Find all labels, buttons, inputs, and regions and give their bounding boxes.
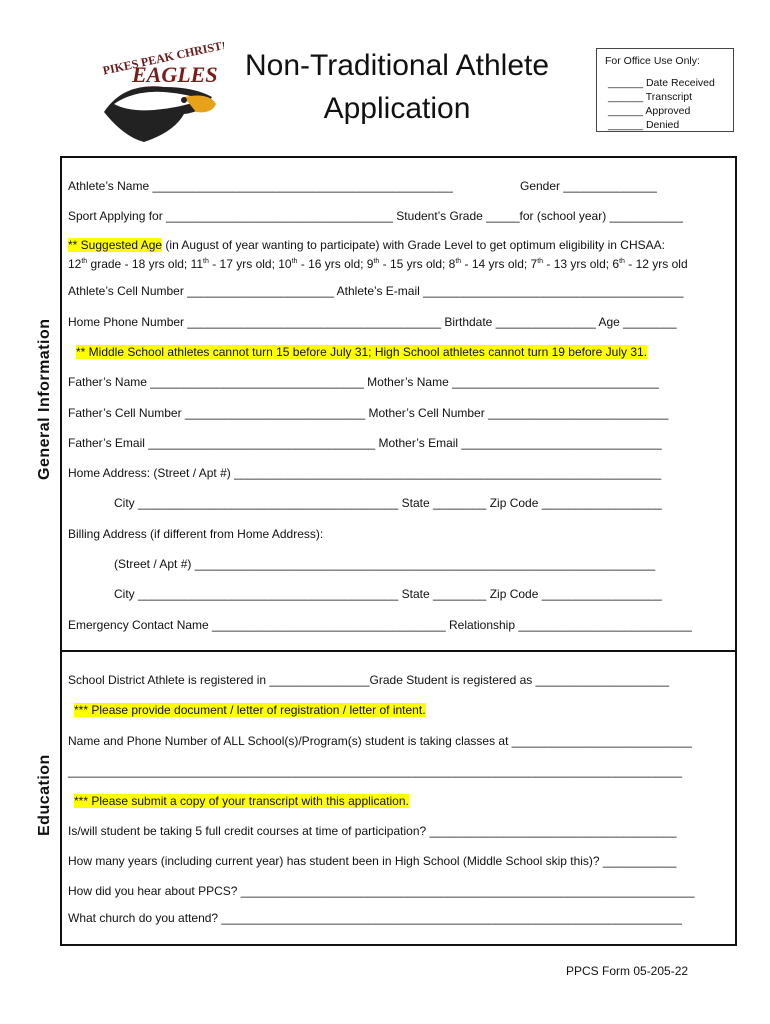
gender-field[interactable]: Gender ______________ [520,179,657,193]
general-section-label: General Information [36,318,53,480]
billing-address-label: Billing Address (if different from Home Address): [68,527,324,541]
parent-cell-field[interactable]: Father’s Cell Number ___________________________ Mother’s Cell Number ___________________________ [68,406,669,420]
suggested-age-highlight: ** Suggested Age [68,238,163,252]
athlete-cell-email-field[interactable]: Athlete’s Cell Number ______________________ Athlete’s E-mail _______________________________________ [68,284,684,298]
suggested-age-note [68,238,665,252]
registration-note: *** Please provide document / letter of registration / letter of intent. [74,703,426,717]
office-approved[interactable]: ______ Approved [608,105,691,117]
billing-city-state-zip-field[interactable]: City _______________________________________ State ________ Zip Code __________________ [114,587,662,601]
home-city-state-zip-field[interactable]: City _______________________________________ State ________ Zip Code __________________ [114,496,662,510]
education-section-label: Education [36,754,53,836]
page-title [222,44,572,130]
form-number: PPCS Form 05-205-22 [566,964,689,978]
office-use-box [596,48,734,132]
general-information-section [60,156,737,652]
parent-names-field[interactable]: Father’s Name ________________________________ Mother’s Name _______________________________ [68,375,659,389]
billing-street-field[interactable]: (Street / Apt #) _____________________________________________________________________ [114,557,656,571]
school-district-field[interactable]: School District Athlete is registered in _______________Grade Student is registered as ____________________ [68,673,670,687]
title-line2: Application [323,92,471,125]
sport-grade-field[interactable]: Sport Applying for __________________________________ Student’s Grade _____for (school year) ___________ [68,209,683,223]
home-phone-birthdate-field[interactable]: Home Phone Number ______________________________________ Birthdate _______________ Age ________ [68,315,677,329]
office-transcript[interactable]: ______ Transcript [608,91,693,103]
schools-programs-continued[interactable]: ____________________________________________________________________________________________ [68,764,682,778]
office-heading: For Office Use Only: [605,55,700,67]
age-limit-note: ** Middle School athletes cannot turn 15 before July 31; High School athletes cannot turn 19 before July 31. [76,345,648,359]
logo-top-text: PIKES PEAK CHRISTIAN [101,42,224,78]
grade-age-table: 12th grade - 18 yrs old; 11th - 17 yrs old; 10th - 16 yrs old; 9th - 15 yrs old; 8th - 14 yrs old; 7th - 13 yrs old; 6th - 12 yrs old [68,257,688,271]
years-in-high-school-field[interactable]: How many years (including current year) has student been in High School (Middle School skip this)? ___________ [68,854,677,868]
eagle-logo-icon [84,42,224,152]
emergency-contact-field[interactable]: Emergency Contact Name ___________________________________ Relationship __________________________ [68,618,692,632]
credit-courses-field[interactable]: Is/will student be taking 5 full credit courses at time of participation? _____________________________________ [68,824,677,838]
heard-about-field[interactable]: How did you hear about PPCS? ____________________________________________________________________ [68,884,695,898]
title-line1: Non-Traditional Athlete [244,49,550,82]
athlete-name-field[interactable]: Athlete’s Name _____________________________________________ [68,179,453,193]
church-field[interactable]: What church do you attend? _____________________________________________________________________ [68,911,682,925]
logo-word: EAGLES [132,62,218,87]
transcript-note: *** Please submit a copy of your transcript with this application. [74,794,409,808]
office-denied[interactable]: ______ Denied [608,119,680,131]
parent-email-field[interactable]: Father’s Email __________________________________ Mother’s Email ______________________________ [68,436,662,450]
home-address-field[interactable]: Home Address: (Street / Apt #) ________________________________________________________________ [68,466,662,480]
school-logo [84,42,224,152]
office-date-received[interactable]: ______ Date Received [608,77,715,89]
schools-programs-field[interactable]: Name and Phone Number of ALL School(s)/Program(s) student is taking classes at ___________________________ [68,734,692,748]
suggested-age-text: (in August of year wanting to participate) with Grade Level to get optimum eligibility in CHSAA: [162,238,665,252]
